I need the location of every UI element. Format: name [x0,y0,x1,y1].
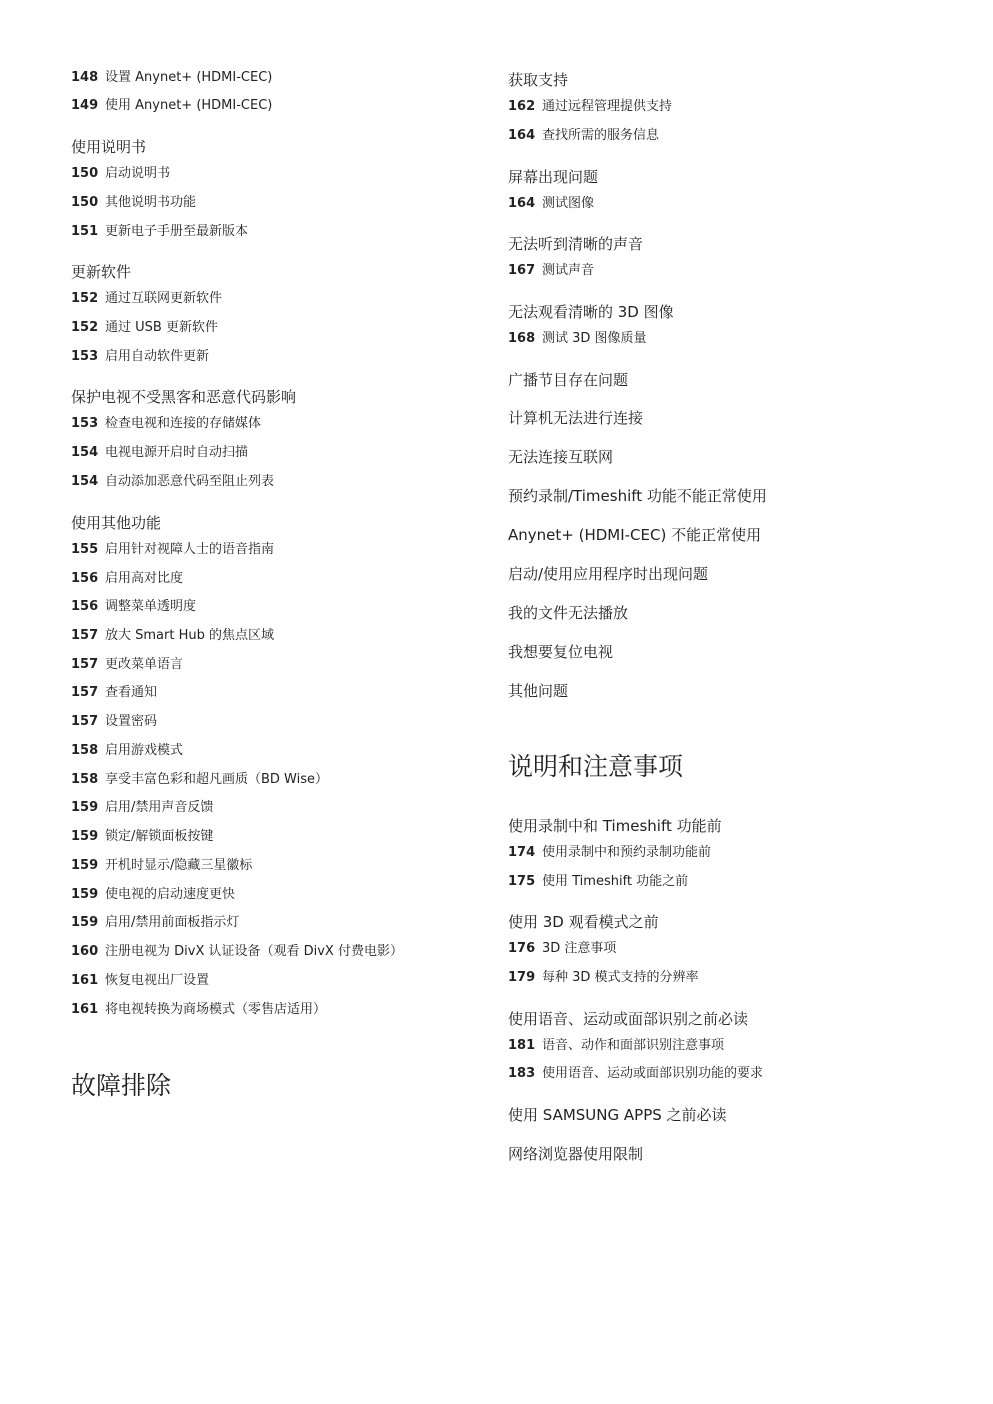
toc-page-number: 150 [71,195,99,210]
toc-entry[interactable] [508,940,616,958]
toc-entry[interactable] [71,319,218,337]
toc-page-number: 154 [71,445,99,460]
toc-page-number: 151 [71,224,99,239]
toc-entry[interactable] [71,886,235,904]
toc-entry[interactable] [71,684,157,702]
toc-entry-title: 更改菜单语言 [105,657,184,672]
toc-page-number: 153 [71,349,99,364]
toc-entry-title: 使用录制中和预约录制功能前 [542,845,712,860]
toc-entry-title: 启用/禁用声音反馈 [105,800,214,815]
toc-page-number: 157 [71,714,99,729]
toc-page-number: 161 [71,973,99,988]
toc-entry[interactable] [71,1001,326,1019]
toc-entry[interactable] [71,290,222,308]
toc-page-number: 158 [71,772,99,787]
toc-page-number: 164 [508,196,536,211]
toc-page-number: 174 [508,845,536,860]
toc-entry[interactable] [71,857,252,875]
toc-entry[interactable] [71,742,183,760]
toc-page-number: 157 [71,628,99,643]
toc-page-number: 175 [508,874,536,889]
toc-page-number: 159 [71,887,99,902]
toc-entry-title: 锁定/解锁面板按键 [105,829,214,844]
toc-entry[interactable] [71,914,239,932]
toc-chapter-title[interactable]: 故障排除 [71,1071,172,1100]
toc-entry[interactable] [71,97,272,115]
toc-section-heading[interactable]: 使用录制中和 Timeshift 功能前 [508,817,722,835]
toc-entry-title: 其他说明书功能 [105,195,197,210]
toc-section-heading[interactable]: 我的文件无法播放 [508,604,629,622]
toc-entry[interactable] [71,972,209,990]
toc-page-number: 149 [71,98,99,113]
toc-section-heading[interactable]: 预约录制/Timeshift 功能不能正常使用 [508,487,767,505]
toc-entry-title: 使用 Timeshift 功能之前 [542,874,689,889]
toc-chapter-title[interactable]: 说明和注意事项 [508,752,684,781]
toc-entry[interactable] [71,223,248,241]
toc-entry-title: 使电视的启动速度更快 [105,887,236,902]
toc-entry[interactable] [508,1037,724,1055]
toc-section-heading[interactable]: 无法听到清晰的声音 [508,235,644,253]
toc-entry-title: 注册电视为 DivX 认证设备（观看 DivX 付费电影） [105,944,403,959]
toc-entry-title: 享受丰富色彩和超凡画质（BD Wise） [105,772,329,787]
toc-entry[interactable] [508,127,659,145]
toc-page-number: 159 [71,829,99,844]
toc-section-heading[interactable]: 使用 SAMSUNG APPS 之前必读 [508,1106,727,1124]
toc-entry-title: 测试图像 [542,196,595,211]
toc-entry-title: 开机时显示/隐藏三星徽标 [105,858,253,873]
toc-section-heading[interactable]: 我想要复位电视 [508,643,614,661]
toc-page-number: 153 [71,416,99,431]
toc-entry-title: 每种 3D 模式支持的分辨率 [542,970,699,985]
toc-entry-title: 设置密码 [105,714,158,729]
toc-page-number: 168 [508,331,536,346]
toc-entry-title: 使用 Anynet+ (HDMI-CEC) [105,98,273,113]
toc-section-heading[interactable]: Anynet+ (HDMI-CEC) 不能正常使用 [508,526,762,544]
toc-entry-title: 将电视转换为商场模式（零售店适用） [105,1002,327,1017]
toc-page-number: 159 [71,800,99,815]
toc-entry-title: 自动添加恶意代码至阻止列表 [105,474,275,489]
toc-entry-title: 3D 注意事项 [542,941,617,956]
toc-page-number: 179 [508,970,536,985]
toc-page-number: 150 [71,166,99,181]
toc-section-heading[interactable]: 计算机无法进行连接 [508,409,644,427]
toc-section-heading[interactable]: 使用 3D 观看模式之前 [508,913,659,931]
toc-section-heading[interactable]: 广播节目存在问题 [508,371,629,389]
toc-page-number: 157 [71,657,99,672]
toc-entry-title: 语音、动作和面部识别注意事项 [542,1038,725,1053]
toc-section-heading[interactable]: 无法连接互联网 [508,448,614,466]
toc-entry[interactable] [508,969,699,987]
toc-entry[interactable] [71,598,196,616]
toc-entry[interactable] [508,98,672,116]
toc-page-number: 159 [71,915,99,930]
toc-section-heading[interactable]: 更新软件 [71,263,132,281]
toc-entry[interactable] [71,799,213,817]
toc-page-number: 154 [71,474,99,489]
toc-entry-title: 启用针对视障人士的语音指南 [105,542,275,557]
toc-page-number: 160 [71,944,99,959]
toc-entry-title: 恢复电视出厂设置 [105,973,210,988]
toc-entry-title: 电视电源开启时自动扫描 [105,445,249,460]
toc-section-heading[interactable]: 使用说明书 [71,138,147,156]
toc-entry-title: 通过远程管理提供支持 [542,99,673,114]
toc-section-heading[interactable]: 网络浏览器使用限制 [508,1145,644,1163]
toc-page-number: 148 [71,70,99,85]
toc-page-number: 158 [71,743,99,758]
toc-entry[interactable] [71,713,157,731]
toc-entry-title: 启动说明书 [105,166,171,181]
toc-section-heading[interactable]: 无法观看清晰的 3D 图像 [508,303,674,321]
toc-entry[interactable] [508,195,594,213]
toc-entry[interactable] [508,873,688,891]
toc-entry[interactable] [71,348,209,366]
toc-entry-title: 使用语音、运动或面部识别功能的要求 [542,1066,764,1081]
toc-entry[interactable] [71,570,183,588]
toc-entry-title: 设置 Anynet+ (HDMI-CEC) [105,70,273,85]
toc-page-number: 156 [71,571,99,586]
toc-page-number: 156 [71,599,99,614]
toc-entry[interactable] [71,473,274,491]
toc-entry-title: 查看通知 [105,685,158,700]
toc-page-number: 183 [508,1066,536,1081]
toc-entry[interactable] [71,69,272,87]
toc-entry-title: 通过 USB 更新软件 [105,320,218,335]
toc-entry-title: 调整菜单透明度 [105,599,197,614]
toc-page-number: 164 [508,128,536,143]
toc-section-heading[interactable]: 保护电视不受黑客和恶意代码影响 [71,388,297,406]
toc-entry[interactable] [508,330,647,348]
toc-entry[interactable] [71,943,403,961]
toc-section-heading[interactable]: 启动/使用应用程序时出现问题 [508,565,709,583]
toc-page-number: 157 [71,685,99,700]
toc-entry-title: 更新电子手册至最新版本 [105,224,249,239]
toc-entry[interactable] [71,444,248,462]
toc-entry-title: 检查电视和连接的存储媒体 [105,416,262,431]
toc-page-number: 155 [71,542,99,557]
toc-entry-title: 启用/禁用前面板指示灯 [105,915,240,930]
toc-entry-title: 放大 Smart Hub 的焦点区域 [105,628,274,643]
toc-entry-title: 测试声音 [542,263,595,278]
toc-entry[interactable] [71,165,170,183]
toc-page-number: 159 [71,858,99,873]
toc-entry[interactable] [71,194,196,212]
toc-entry-title: 查找所需的服务信息 [542,128,660,143]
toc-entry-title: 测试 3D 图像质量 [542,331,647,346]
toc-section-heading[interactable]: 获取支持 [508,71,569,89]
toc-entry-title: 启用高对比度 [105,571,184,586]
toc-page-number: 162 [508,99,536,114]
toc-entry[interactable] [71,771,328,789]
toc-section-heading[interactable]: 使用语音、运动或面部识别之前必读 [508,1010,749,1028]
toc-entry[interactable] [71,828,213,846]
toc-page-number: 181 [508,1038,536,1053]
toc-entry[interactable] [71,541,274,559]
toc-page-number: 152 [71,291,99,306]
toc-entry[interactable] [71,415,261,433]
toc-section-heading[interactable]: 其他问题 [508,682,569,700]
toc-section-heading[interactable]: 屏幕出现问题 [508,168,599,186]
toc-entry[interactable] [71,656,183,674]
toc-entry[interactable] [508,1065,763,1083]
toc-entry[interactable] [508,262,594,280]
toc-page-number: 167 [508,263,536,278]
toc-entry[interactable] [508,844,711,862]
toc-page-number: 152 [71,320,99,335]
toc-section-heading[interactable]: 使用其他功能 [71,514,162,532]
toc-page-number: 176 [508,941,536,956]
toc-entry-title: 启用游戏模式 [105,743,184,758]
toc-entry-title: 通过互联网更新软件 [105,291,223,306]
toc-entry-title: 启用自动软件更新 [105,349,210,364]
toc-page-number: 161 [71,1002,99,1017]
toc-entry[interactable] [71,627,274,645]
